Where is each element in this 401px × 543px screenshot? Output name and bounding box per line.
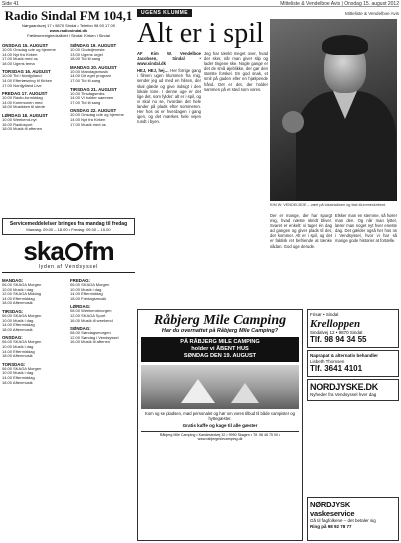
vaskeservice-phone: Ring på 98 92 78 77 (310, 523, 352, 529)
camping-title: Råbjerg Mile Camping (153, 313, 287, 328)
sched-item: 18.00 Ugens tema (2, 61, 35, 66)
camping-offer: Gratis kaffe og kage til alle gæster (182, 423, 258, 428)
sched-block (2, 278, 67, 306)
sched-item: 18.00 Tid til sang (70, 57, 101, 62)
sched-day: SØNDAG: (70, 326, 91, 332)
article-col-4 (335, 213, 397, 291)
sched-day: TORSDAG 16. AUGUST (2, 69, 51, 75)
sched-block (70, 87, 135, 106)
sched-item: 10.00 Musik i dag (2, 371, 34, 376)
frisor-title: Krelloppen (310, 317, 361, 330)
sched-block (2, 43, 67, 66)
camping-banner-line: PÅ RÅBJERG MILE CAMPING (180, 339, 260, 345)
camping-subtitle: Har du overnattet på Råbjerg Mile Camping? (161, 328, 279, 334)
sched-item: 16.00 Musik til aftenen (70, 340, 111, 345)
sched-item: 14.00 Eftermiddag (2, 349, 35, 354)
main-column (137, 9, 399, 541)
advertisements (137, 309, 399, 541)
camping-body: Kom og se pladsen, mød personalet og hør om vores tilbud til både campister og hyttegæster. (145, 411, 295, 421)
sched-item: 10.00 Gudstjeneste (70, 48, 105, 52)
sched-item: 17.00 Musik med os (2, 57, 38, 62)
sched-item: 14.00 Vi holder sammen (70, 96, 114, 101)
sched-item: 08.00 Søndagsmorgen (70, 331, 111, 336)
vaskeservice-subtitle: Gå til fagfolkene – det betaler sig (310, 518, 376, 523)
sched-item: 06.00 SKAGA Morgen (70, 283, 110, 287)
sched-item: 17.00 Nordjylland Live (2, 83, 42, 88)
sched-item: 14.00 Kommunen med (2, 100, 43, 105)
section-kicker (137, 9, 399, 17)
frisor-ad (307, 309, 399, 348)
sched-item: 10.00 Radio-formiddag (2, 96, 43, 101)
sched-item: 14.00 Nyt fra Kirken (2, 52, 38, 57)
vaskeservice-ad (307, 497, 399, 541)
sched-day: SØNDAG 19. AUGUST (70, 43, 117, 48)
sched-day: LØRDAG 18. AUGUST (2, 112, 48, 118)
skaga-ring-icon (65, 243, 83, 261)
radio-title: Radio Sindal FM 104,1 (4, 8, 133, 23)
sched-day: FREDAG 17. AUGUST (2, 91, 48, 97)
sched-item: 10.00 Musik i dag (70, 287, 102, 292)
radio-schedule-right (70, 40, 135, 216)
sched-day: LØRDAG: (70, 304, 91, 310)
naprapat-title: Naprapat & alternativ behandler (310, 353, 379, 358)
sched-item: 18.00 Aftenmusik (2, 354, 33, 359)
sched-item: 16.00 Radiosport (2, 122, 33, 127)
sched-item: 10.00 Musik i dag (2, 318, 34, 323)
camping-photo (141, 365, 299, 409)
article-paragraph: Elsker man en stemme, så hører man den. Og når man lytter, lærer man noget nyt hver eneste dag. Det gælder også her hos os i Vendsyssel, hvor vi har så mange gode historier at fortælle. (335, 213, 397, 244)
sched-block (70, 326, 135, 345)
sched-item: 16.00 Musik til weekend (70, 318, 113, 323)
sched-item: 13.00 Ugens orgel (70, 52, 103, 57)
article-paragraph: Jeg har tænkt meget over, hvad der sker, når man giver slip og lader tingene ske. Nogle gange er det de små øjeblikke, der gør den største forskel. En god snak, et smil på gaden eller en hjælpende hånd. Det er det, der holder sammen på et sted som vores. (204, 51, 268, 92)
skaga-fm-logo (2, 238, 135, 273)
article-body (137, 51, 399, 291)
sched-item: 14.00 Efterlæsning til Kirken (2, 78, 53, 83)
camping-banner-line: SØNDAG DEN 19. AUGUST (183, 353, 257, 359)
article-col-1 (137, 51, 201, 291)
sched-item: 10.00 Onsdag ude og hjemme (70, 113, 124, 118)
section-tag: UGENS KLUMME (137, 9, 192, 17)
frisor-phone: Tlf. 98 94 34 55 (310, 335, 367, 344)
sched-item: 12.00 Søndag i Vendsyssel (70, 335, 119, 340)
sched-block (2, 69, 67, 88)
sched-block (70, 108, 135, 127)
camping-ad (137, 309, 303, 541)
microphone-icon (282, 111, 304, 133)
tent-icon (181, 379, 215, 403)
sched-item: 08.00 Weekendmorgen (70, 309, 112, 314)
naprapat-ad (307, 350, 399, 377)
camping-banner-line: holder vi ÅBENT HUS (191, 346, 249, 352)
nordjyske-ad (307, 379, 399, 401)
article-headline: Alt er i spil (137, 18, 264, 49)
sched-block (70, 43, 135, 62)
sched-item: 18.00 Aftenmusik (2, 380, 33, 385)
tent-icon (231, 383, 259, 403)
radio-schedule (2, 40, 135, 216)
sched-block (70, 278, 135, 301)
sched-item: 06.00 SKAGA Morgen (2, 340, 42, 345)
running-head (2, 1, 399, 7)
sched-day: ONSDAG 22. AUGUST (70, 108, 117, 114)
sched-block (2, 309, 67, 332)
article-byline: AF Kim W. Vendelboe Jacobsen, Sindal • www.sindal.dk (137, 51, 201, 67)
sched-item: 14.00 Eftermiddag (2, 375, 35, 380)
sched-item: 10.00 Musik i dag (2, 344, 34, 349)
skaga-logo-left: ska (23, 236, 64, 266)
page-number: Side 41 (2, 1, 19, 7)
camping-banner (141, 337, 299, 362)
sched-item: 18.00 Musikken til stede (2, 105, 45, 110)
sched-item: 14.00 Eftermiddag (70, 292, 103, 297)
sched-block (2, 113, 67, 132)
sched-block (70, 304, 135, 323)
naprapat-name: Lisbeth Thomsen (310, 358, 345, 364)
sched-block (2, 91, 67, 110)
sched-item: 12.00 SKAGA Sport (70, 313, 106, 318)
sched-day: TIRSDAG 21. AUGUST (70, 86, 117, 92)
sched-item: 10.00 Mandagsmusik (70, 69, 109, 74)
sched-item: 14.00 Dit eget program (70, 74, 111, 79)
sched-block (2, 335, 67, 358)
sched-item: 14.00 Nyt fra Kirken (70, 117, 106, 122)
skaga-tagline: lyden af Vendsyssel (38, 264, 99, 270)
sched-item: 14.00 Eftermiddag (2, 296, 35, 301)
sched-day: MANDAG: (2, 278, 24, 283)
sched-day: TORSDAG: (2, 361, 26, 367)
naprapat-phone: Tlf. 3641 4101 (310, 364, 363, 373)
frisor-address: Sindalvej 12 • 9870 Sindal (310, 329, 363, 335)
sched-item: 06.00 SKAGA Morgen (2, 283, 42, 287)
sched-item: 18.00 Fredagsmusik (70, 296, 107, 301)
publication-date: Mitteliste & Vendelboe Avis | Onsdag 15. august 2012 (280, 1, 399, 7)
article-paragraph: Der er mange, der har spurgt mig, hvad næste skridt bliver. Svaret er enkelt: vi tager én dag ad gangen og giver plads til det, der kommer. Alt er i spil, og det er faktisk ret befriende at tænke sådan. God uge derude. (270, 213, 332, 249)
sched-day: FREDAG: (70, 278, 91, 283)
sched-block (2, 362, 67, 385)
radio-address: Nørgaardsvej 17 • 9870 Sindal • Telefon 98 93 17 00 (21, 23, 115, 28)
sched-item: 10.00 Tid i Nordjylland (2, 74, 42, 79)
left-column (2, 9, 135, 541)
author-photo (270, 19, 397, 201)
sched-item: 18.00 Aftenmusik (2, 301, 33, 306)
article-text: Her forrige gang i filmen ugen klummen fra mig, sender jeg ud med en hilsen, der skal glæde og give indsigt i den lokale tone. I denne uge er det lige det, som fylder: alt er i spil, og vi skal nu se, hvordan det hele lander på plads efter sommeren. Her hos os er hverdagen i gang igen, og det mærkes hele vejen rundt i byen. (137, 68, 201, 125)
sched-item: 06.00 SKAGA Morgen (2, 366, 42, 371)
article-lead: HEJ, HEJ, hej… (137, 68, 169, 74)
sched-item: 17.00 Tid til sang (70, 78, 101, 83)
skaga-logo-right: fm (83, 236, 114, 266)
photo-hair-shape (322, 35, 368, 55)
article-col-3 (270, 213, 332, 291)
sched-day: TIRSDAG: (2, 308, 24, 314)
article-paragraph (137, 68, 201, 124)
sched-item: 10.00 Onsdag ude og hjemme (2, 48, 56, 52)
sched-item: 17.00 Tid til sang (70, 100, 101, 105)
photo-caption: KIM W. VENDELBOE – vært på lokalradioen og fast klummeskribent. (270, 203, 387, 207)
sched-item: 10.00 Tirsdagsmiks (70, 91, 105, 96)
service-title: Servicemeddelelser bringes fra mandag til fredag (9, 221, 128, 227)
sched-item: 18.00 Aftenmusik (2, 327, 33, 332)
sched-item: 10.00 Musik i dag (2, 287, 34, 292)
sched-item: 06.00 SKAGA Morgen (2, 313, 42, 318)
article-col-2 (204, 51, 268, 291)
service-notice (2, 218, 135, 235)
skaga-schedule-right (70, 275, 135, 385)
sched-item: 18.00 Musik til aftenen (2, 127, 43, 132)
skaga-schedule-left (2, 275, 67, 385)
publication-name: Mitteliste & Vendelboe Avis (345, 10, 399, 16)
skaga-schedule (2, 275, 135, 385)
radio-sub-address: Fællesmenighedsrådet i Sindal: Kirken i Sindal (27, 33, 110, 38)
sched-item: 14.00 Eftermiddag (2, 323, 35, 328)
radio-schedule-left (2, 40, 67, 216)
camping-footer: Råbjerg Mile Camping • Kandestedvej 32 • 9990 Skagen • Tlf. 98 48 75 00 • www.rabjergmilecamping.dk (141, 431, 299, 442)
nordjyske-subtitle: Nyheder fra Vendsyssel hver dag (310, 392, 377, 397)
service-times: Mandag: 09.00 – 18.00 • Fredag: 09.00 – 15.00 (26, 227, 111, 232)
nordjyske-title: NORDJYSKE.DK (310, 382, 378, 392)
vaskeservice-title: NØRDJYSK vaskeservice (310, 500, 355, 518)
sched-item: 12.00 SKAGA Middag (2, 292, 41, 297)
sched-item: 17.00 Musik med os (70, 122, 106, 127)
sched-block (70, 65, 135, 84)
sched-item: 10.00 Weekend-nyt (2, 117, 37, 122)
sched-day: ONSDAG: (2, 335, 23, 341)
skaga-logo-wordmark (2, 238, 135, 264)
sched-day: ONSDAG 15. AUGUST (2, 43, 49, 48)
frisor-subtitle: Frisør • Sindal (310, 312, 339, 317)
radio-website: www.radiosindal.dk (49, 28, 88, 33)
radio-sindal-header (2, 9, 135, 38)
sched-day: MANDAG 20. AUGUST (70, 64, 117, 70)
